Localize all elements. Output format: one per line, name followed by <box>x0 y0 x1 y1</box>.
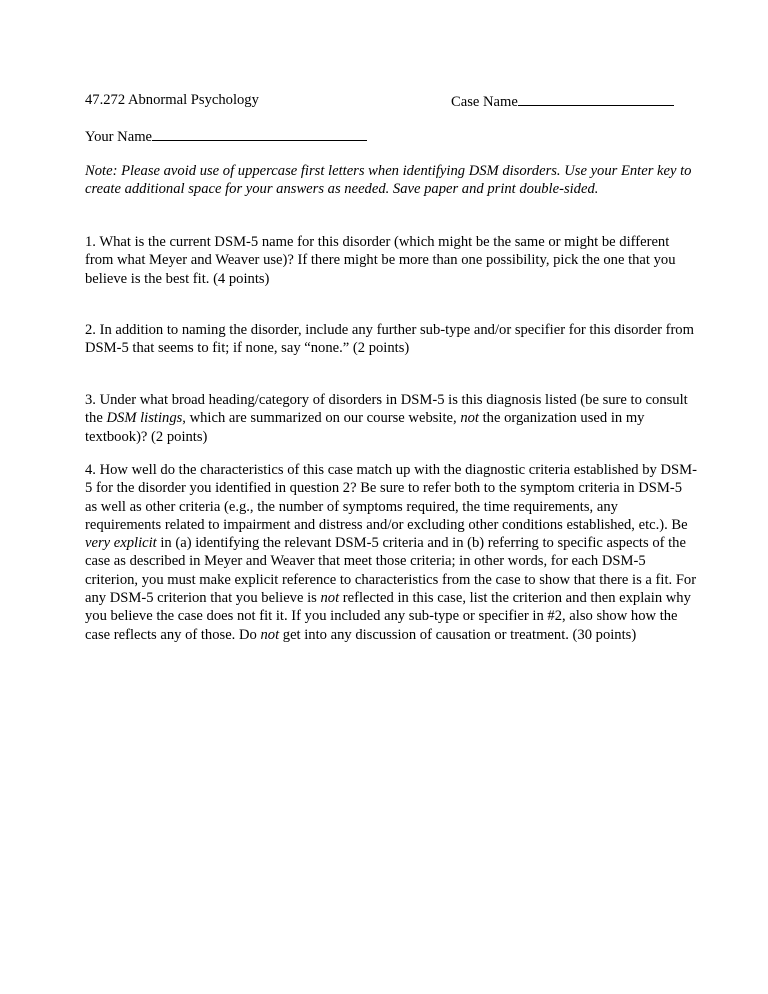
instructions-note <box>85 162 695 199</box>
q3-part-a: 3. Under what broad heading/category of disorders in DSM-5 is this diagnosis listed (be sure to consult the <box>85 392 688 427</box>
question-3 <box>85 391 695 446</box>
q3-emphasis-not: not <box>460 410 479 427</box>
q3-part-c: , which are summarized on our course website, <box>182 410 461 427</box>
note-text: Note: Please avoid use of uppercase first letters when identifying DSM disorders. Use your Enter key to create additional space for your answers as needed. Save paper and print double-sided. <box>85 163 692 198</box>
case-name-blank[interactable] <box>518 91 674 106</box>
q3-emphasis-dsm-listings: DSM listings <box>106 410 183 427</box>
your-name-row <box>85 126 685 146</box>
course-title: 47.272 Abnormal Psychology <box>85 92 259 108</box>
case-name-label: Case Name <box>451 94 518 110</box>
your-name-blank[interactable] <box>152 126 367 141</box>
question-3-text <box>85 391 695 446</box>
q4-part-e: reflected in this case, list the criterion and then explain why you believe the case does not fit it. If you included any sub-type or specifier in #2, also show how the case reflects any of those. Do <box>85 590 691 643</box>
q4-part-c: in (a) identifying the relevant DSM-5 criteria and in (b) referring to specific aspects of the case as described in Meyer and Weaver that meet those criteria; in other words, for each DSM-5 criterion, you must make explicit reference to characteristics from the case to show that there is a fit. For any DSM-5 criterion that you believe is <box>85 535 697 607</box>
q3-part-e: the organization used in my textbook)? (2 points) <box>85 410 645 445</box>
q4-part-a: 4. How well do the characteristics of this case match up with the diagnostic criteria established by DSM-5 for the disorder you identified in question 2? Be sure to refer both to the symptom criteria in DSM-5 as well as other criteria (e.g., the number of symptoms required, the time requirements, any requirements related to impairment and distress and/or excluding other conditions established, etc.). Be <box>85 462 697 533</box>
question-4-text <box>85 461 697 644</box>
q4-part-g: get into any discussion of causation or treatment. (30 points) <box>279 626 637 643</box>
question-4 <box>85 461 697 644</box>
question-1 <box>85 233 695 288</box>
question-2 <box>85 321 695 358</box>
q4-emphasis-very-explicit: very explicit <box>85 535 157 552</box>
q4-emphasis-not-2: not <box>260 626 280 643</box>
question-1-text: 1. What is the current DSM-5 name for this disorder (which might be the same or might be different from what Meyer and Weaver use)? If there might be more than one possibility, pick the one that you believe is the best fit. (4 points) <box>85 234 676 287</box>
case-name-field <box>451 91 674 111</box>
your-name-label: Your Name <box>85 129 153 145</box>
header-row <box>85 91 685 109</box>
q4-emphasis-not-1: not <box>320 590 340 607</box>
question-2-text: 2. In addition to naming the disorder, include any further sub-type and/or specifier for this disorder from DSM-5 that seems to fit; if none, say “none.” (2 points) <box>85 322 694 357</box>
